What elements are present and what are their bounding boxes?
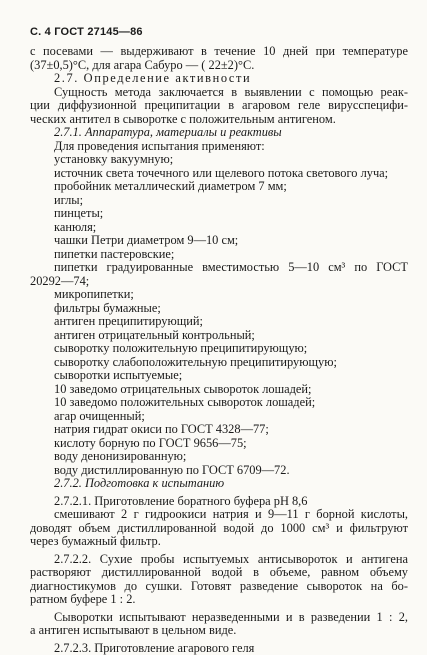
text-line: доводят объем дистиллированной водой до 1000 см³ и фильтруют <box>30 522 408 536</box>
text-line: пинцеты; <box>30 207 408 221</box>
text-line: с посевами — выдерживают в течение 10 дней при температуре <box>30 45 408 59</box>
text-line: Сущность метода заключается в выявлении с помощью реак- <box>30 86 408 100</box>
text-line: сыворотки испытуемые; <box>30 369 408 383</box>
text-line: иглы; <box>30 194 408 208</box>
text-line: 2.7.2.1. Приготовление боратного буфера pH 8,6 <box>30 495 408 509</box>
text-line: 10 заведомо положительных сывороток лошадей; <box>30 396 408 410</box>
text-line: кислоту борную по ГОСТ 9656—75; <box>30 437 408 451</box>
text-line: 10 заведомо отрицательных сывороток лошадей; <box>30 383 408 397</box>
text-line: антиген отрицательный контрольный; <box>30 329 408 343</box>
text-line: растворяют дистиллированной водой в объеме, равном объему <box>30 566 408 580</box>
text-line: пипетки градуированные вместимостью 5—10 см³ по ГОСТ <box>30 261 408 275</box>
text-line: 2.7.1. Аппаратура, материалы и реактивы <box>30 126 408 140</box>
text-line: воду дистиллированную по ГОСТ 6709—72. <box>30 464 408 478</box>
text-line: а антиген испытывают в цельном виде. <box>30 624 408 638</box>
text-line: 2.7.2.2. Сухие пробы испытуемых антисывороток и антигена <box>30 553 408 567</box>
text-line: 20292—74; <box>30 275 408 289</box>
text-line: Сыворотки испытывают неразведенными и в разведении 1 : 2, <box>30 611 408 625</box>
text-line: ческих антител в сыворотке с положительным антигеном. <box>30 113 408 127</box>
text-line: 2.7.2. Подготовка к испытанию <box>30 477 408 491</box>
text-line: антиген преципитирующий; <box>30 315 408 329</box>
text-line: пробойник металлический диаметром 7 мм; <box>30 180 408 194</box>
text-line: (37±0,5)°C, для агара Сабуро — ( 22±2)°C. <box>30 59 408 73</box>
text-line: через бумажный фильтр. <box>30 535 408 549</box>
text-line: фильтры бумажные; <box>30 302 408 316</box>
text-line: чашки Петри диаметром 9—10 см; <box>30 234 408 248</box>
text-line: канюля; <box>30 221 408 235</box>
text-line: источник света точечного или щелевого потока светового луча; <box>30 167 408 181</box>
text-line: смешивают 2 г гидроокиси натрия и 9—11 г борной кислоты, <box>30 508 408 522</box>
text-line: ции диффузионной преципитации в агаровом геле вирусспецифи- <box>30 99 408 113</box>
text-line: натрия гидрат окиси по ГОСТ 4328—77; <box>30 423 408 437</box>
text-line: 2.7.2.3. Приготовление агарового геля <box>30 642 408 655</box>
text-line: 2.7. Определение активности <box>30 72 408 86</box>
document-body <box>30 45 408 655</box>
page-header: С. 4 ГОСТ 27145—86 <box>30 26 143 40</box>
text-line: установку вакуумную; <box>30 153 408 167</box>
text-line: ратном буфере 1 : 2. <box>30 593 408 607</box>
text-line: диагностикумов до сушки. Готовят разведение сывороток на бо- <box>30 580 408 594</box>
text-line: микропипетки; <box>30 288 408 302</box>
text-line: агар очищенный; <box>30 410 408 424</box>
text-line: пипетки пастеровские; <box>30 248 408 262</box>
text-line: сыворотку положительную преципитирующую; <box>30 342 408 356</box>
text-line: воду денонизированную; <box>30 450 408 464</box>
text-line: Для проведения испытания применяют: <box>30 140 408 154</box>
text-line: сыворотку слабоположительную преципитирующую; <box>30 356 408 370</box>
